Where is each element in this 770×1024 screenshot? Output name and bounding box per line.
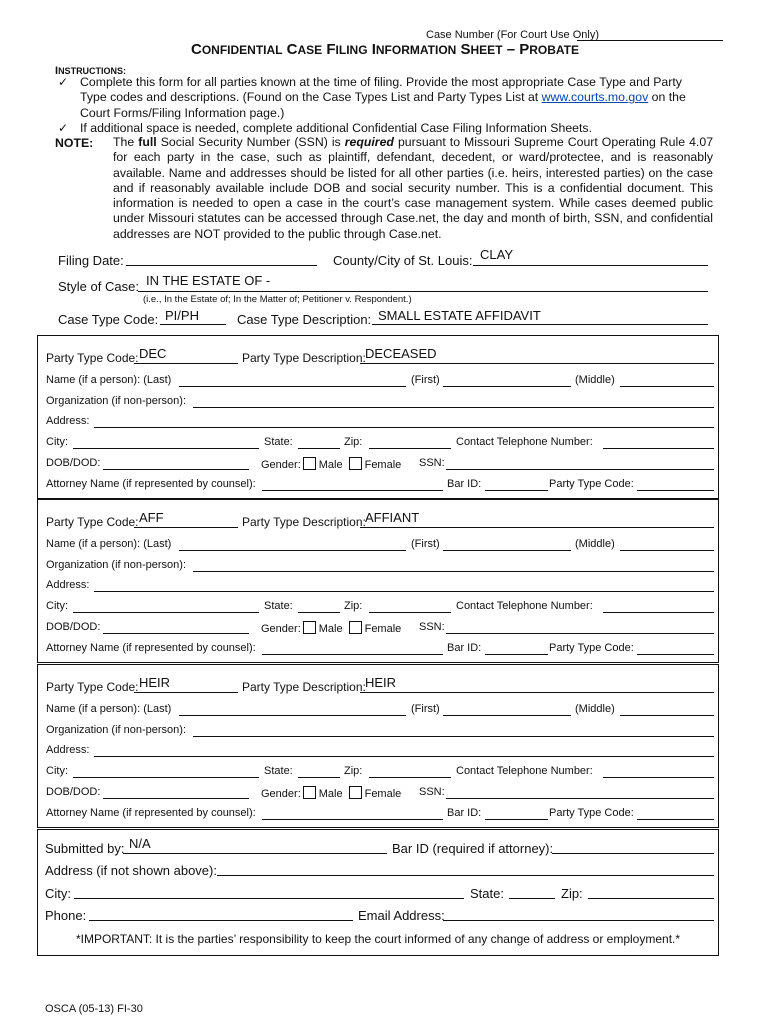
attorney-party-type-field[interactable] <box>637 490 714 491</box>
instructions-heading: INSTRUCTIONS: <box>55 65 127 77</box>
submitter-zip-field[interactable] <box>588 898 714 899</box>
name-last-field[interactable] <box>179 715 406 716</box>
submitter-state-label: State: <box>470 886 504 901</box>
ssn-field[interactable] <box>446 633 714 634</box>
female-label: Female <box>364 623 402 635</box>
attorney-field[interactable] <box>262 490 443 491</box>
zip-field[interactable] <box>369 448 451 449</box>
party-type-desc-label: Party Type Description: <box>242 680 366 694</box>
phone-label: Contact Telephone Number: <box>456 765 593 777</box>
ssn-label: SSN: <box>419 786 445 798</box>
party-type-code-short-label: Party Type Code: <box>549 642 634 654</box>
city-field[interactable] <box>73 448 259 449</box>
female-checkbox[interactable] <box>349 786 362 799</box>
name-middle-field[interactable] <box>620 715 714 716</box>
phone-label: Contact Telephone Number: <box>456 600 593 612</box>
form-id: OSCA (05-13) FI-30 <box>45 1003 143 1015</box>
attorney-party-type-field[interactable] <box>637 654 714 655</box>
city-label: City: <box>46 436 68 448</box>
case-number-label: Case Number (For Court Use Only) <box>426 29 599 41</box>
county-value: CLAY <box>480 247 513 262</box>
bar-id-field[interactable] <box>485 819 548 820</box>
party-block-3 <box>37 664 719 828</box>
attorney-label: Attorney Name (if represented by counsel): <box>46 642 256 654</box>
name-last-label: Name (if a person): (Last) <box>46 374 172 386</box>
submitter-zip-label: Zip: <box>561 886 583 901</box>
party-type-code-value: DEC <box>139 346 167 361</box>
party-type-desc-field[interactable] <box>360 363 714 364</box>
name-last-field[interactable] <box>179 550 406 551</box>
state-label: State: <box>264 765 293 777</box>
attorney-party-type-field[interactable] <box>637 819 714 820</box>
female-label: Female <box>364 788 402 800</box>
name-middle-label: (Middle) <box>575 538 615 550</box>
style-of-case-field[interactable] <box>138 291 708 292</box>
ssn-label: SSN: <box>419 457 445 469</box>
style-of-case-label: Style of Case: <box>58 279 139 294</box>
ssn-field[interactable] <box>446 798 714 799</box>
case-type-code-field[interactable] <box>160 324 226 325</box>
state-field[interactable] <box>298 777 340 778</box>
submitted-by-field[interactable] <box>123 853 387 854</box>
party-type-code-label: Party Type Code: <box>46 515 139 529</box>
submitted-by-value: N/A <box>129 836 151 851</box>
organization-field[interactable] <box>193 736 714 737</box>
filing-date-field[interactable] <box>126 265 317 266</box>
state-field[interactable] <box>298 612 340 613</box>
submitter-state-field[interactable] <box>509 898 555 899</box>
gender-group <box>261 457 401 471</box>
case-type-code-label: Case Type Code: <box>58 312 159 327</box>
city-field[interactable] <box>73 612 259 613</box>
male-label: Male <box>318 788 343 800</box>
case-type-desc-field[interactable] <box>372 324 708 325</box>
submitted-by-label: Submitted by: <box>45 841 125 856</box>
attorney-field[interactable] <box>262 819 443 820</box>
dob-field[interactable] <box>103 798 249 799</box>
submitter-city-label: City: <box>45 886 71 901</box>
note-label: NOTE: <box>55 136 94 150</box>
name-middle-label: (Middle) <box>575 703 615 715</box>
party-type-code-short-label: Party Type Code: <box>549 478 634 490</box>
submitter-city-field[interactable] <box>74 898 464 899</box>
bar-id-label: Bar ID: <box>447 642 482 654</box>
dob-field[interactable] <box>103 469 249 470</box>
party-type-desc-field[interactable] <box>360 527 714 528</box>
check-icon: ✓ <box>58 121 69 135</box>
address-field[interactable] <box>94 591 714 592</box>
name-first-field[interactable] <box>443 550 571 551</box>
dob-field[interactable] <box>103 633 249 634</box>
organization-label: Organization (if non-person): <box>46 395 187 407</box>
address-label: Address: <box>46 744 90 756</box>
name-first-label: (First) <box>411 374 440 386</box>
phone-label: Contact Telephone Number: <box>456 436 593 448</box>
gender-label: Gender: <box>261 623 301 635</box>
gender-group <box>261 621 401 635</box>
party-type-desc-value: DECEASED <box>365 346 437 361</box>
case-type-desc-label: Case Type Description: <box>237 312 372 327</box>
submitter-email-field[interactable] <box>443 920 714 921</box>
party-type-code-label: Party Type Code: <box>46 680 139 694</box>
male-label: Male <box>318 459 343 471</box>
organization-field[interactable] <box>193 571 714 572</box>
party-type-desc-value: HEIR <box>365 675 397 690</box>
party-type-desc-value: AFFIANT <box>365 510 420 525</box>
ssn-field[interactable] <box>446 469 714 470</box>
state-field[interactable] <box>298 448 340 449</box>
dob-label: DOB/DOD: <box>46 786 101 798</box>
organization-field[interactable] <box>193 407 714 408</box>
submitter-address-field[interactable] <box>217 875 714 876</box>
dob-label: DOB/DOD: <box>46 621 101 633</box>
organization-label: Organization (if non-person): <box>46 724 187 736</box>
gender-label: Gender: <box>261 459 301 471</box>
name-first-label: (First) <box>411 538 440 550</box>
party-type-desc-field[interactable] <box>360 692 714 693</box>
bar-id-label: Bar ID: <box>447 478 482 490</box>
party-type-code-label: Party Type Code: <box>46 351 139 365</box>
submitter-email-label: Email Address: <box>358 908 445 923</box>
organization-label: Organization (if non-person): <box>46 559 187 571</box>
submitter-bar-id-label: Bar ID (required if attorney): <box>392 841 554 856</box>
city-label: City: <box>46 765 68 777</box>
attorney-field[interactable] <box>262 654 443 655</box>
gender-group <box>261 786 401 800</box>
style-of-case-hint: (i.e., In the Estate of; In the Matter of; Petitioner v. Respondent.) <box>143 294 412 305</box>
submitter-address-label: Address (if not shown above): <box>45 863 217 878</box>
name-last-field[interactable] <box>179 386 406 387</box>
party-type-code-value: AFF <box>139 510 164 525</box>
address-label: Address: <box>46 415 90 427</box>
instruction-item-1: Complete this form for all parties known at the time of filing. Provide the most appropriate Case Type and Party Type codes and descriptions. (Found on the Case Types List and Party Types List at www.courts.mo.gov on the Court Forms/Filing Information page.) <box>80 75 686 120</box>
submitter-bar-id-field[interactable] <box>552 853 714 854</box>
party-type-code-value: HEIR <box>139 675 171 690</box>
style-of-case-value: IN THE ESTATE OF - <box>146 273 271 288</box>
party-type-code-field[interactable] <box>134 363 238 364</box>
check-icon: ✓ <box>58 75 69 89</box>
filing-date-label: Filing Date: <box>58 253 124 268</box>
case-type-code-value: PI/PH <box>165 308 199 323</box>
male-label: Male <box>318 623 343 635</box>
male-checkbox[interactable] <box>303 457 316 470</box>
page-title: CONFIDENTIAL CASE FILING INFORMATION SHEET – PROBATE <box>190 41 580 58</box>
gender-label: Gender: <box>261 788 301 800</box>
party-type-code-field[interactable] <box>134 692 238 693</box>
dob-label: DOB/DOD: <box>46 457 101 469</box>
state-label: State: <box>264 600 293 612</box>
name-first-label: (First) <box>411 703 440 715</box>
attorney-label: Attorney Name (if represented by counsel): <box>46 807 256 819</box>
city-label: City: <box>46 600 68 612</box>
courts-link[interactable]: www.courts.mo.gov <box>541 90 649 105</box>
submitter-block <box>37 829 719 956</box>
ssn-label: SSN: <box>419 621 445 633</box>
name-last-label: Name (if a person): (Last) <box>46 703 172 715</box>
address-field[interactable] <box>94 427 714 428</box>
zip-field[interactable] <box>369 777 451 778</box>
female-checkbox[interactable] <box>349 457 362 470</box>
phone-field[interactable] <box>603 448 714 449</box>
submitter-phone-field[interactable] <box>89 920 353 921</box>
party-type-code-field[interactable] <box>134 527 238 528</box>
party-block-2 <box>37 499 719 663</box>
name-middle-field[interactable] <box>620 550 714 551</box>
zip-label: Zip: <box>344 436 363 448</box>
submitter-phone-label: Phone: <box>45 908 87 923</box>
county-field[interactable] <box>473 265 708 266</box>
city-field[interactable] <box>73 777 259 778</box>
name-first-field[interactable] <box>443 715 571 716</box>
county-label: County/City of St. Louis: <box>333 253 473 268</box>
female-checkbox[interactable] <box>349 621 362 634</box>
case-type-desc-value: SMALL ESTATE AFFIDAVIT <box>378 308 541 323</box>
party-block-1 <box>37 335 719 499</box>
address-field[interactable] <box>94 756 714 757</box>
note-text: The full Social Security Number (SSN) is required pursuant to Missouri Supreme Court Operating Rule 4.07 for each party in the case, such as plaintiff, defendant, decedent, or ward/protectee, and is reasonably available. Name and addresses should be listed for all other parties (i.e. heirs, interested parties) on the case and if reasonably available include DOB and social security number. This is a confidential document. This information is needed to open a case in the court’s case management system. While cases deemed public under Missouri statutes can be accessed through Case.net, the day and month of birth, SSN, and confidential addresses are NOT provided to the public through Case.net. <box>113 135 714 241</box>
name-last-label: Name (if a person): (Last) <box>46 538 172 550</box>
zip-label: Zip: <box>344 600 363 612</box>
state-label: State: <box>264 436 293 448</box>
phone-field[interactable] <box>603 612 714 613</box>
party-type-code-short-label: Party Type Code: <box>549 807 634 819</box>
male-checkbox[interactable] <box>303 786 316 799</box>
name-middle-field[interactable] <box>620 386 714 387</box>
name-first-field[interactable] <box>443 386 571 387</box>
important-notice: *IMPORTANT: It is the parties’ responsibility to keep the court informed of any change of address or employment.* <box>75 932 681 946</box>
bar-id-field[interactable] <box>485 654 548 655</box>
name-middle-label: (Middle) <box>575 374 615 386</box>
instruction-item-2: If additional space is needed, complete additional Confidential Case Filing Information Sheets. <box>80 121 592 135</box>
party-type-desc-label: Party Type Description: <box>242 515 366 529</box>
male-checkbox[interactable] <box>303 621 316 634</box>
party-type-desc-label: Party Type Description: <box>242 351 366 365</box>
bar-id-field[interactable] <box>485 490 548 491</box>
zip-field[interactable] <box>369 612 451 613</box>
female-label: Female <box>364 459 402 471</box>
bar-id-label: Bar ID: <box>447 807 482 819</box>
zip-label: Zip: <box>344 765 363 777</box>
attorney-label: Attorney Name (if represented by counsel): <box>46 478 256 490</box>
address-label: Address: <box>46 579 90 591</box>
phone-field[interactable] <box>603 777 714 778</box>
